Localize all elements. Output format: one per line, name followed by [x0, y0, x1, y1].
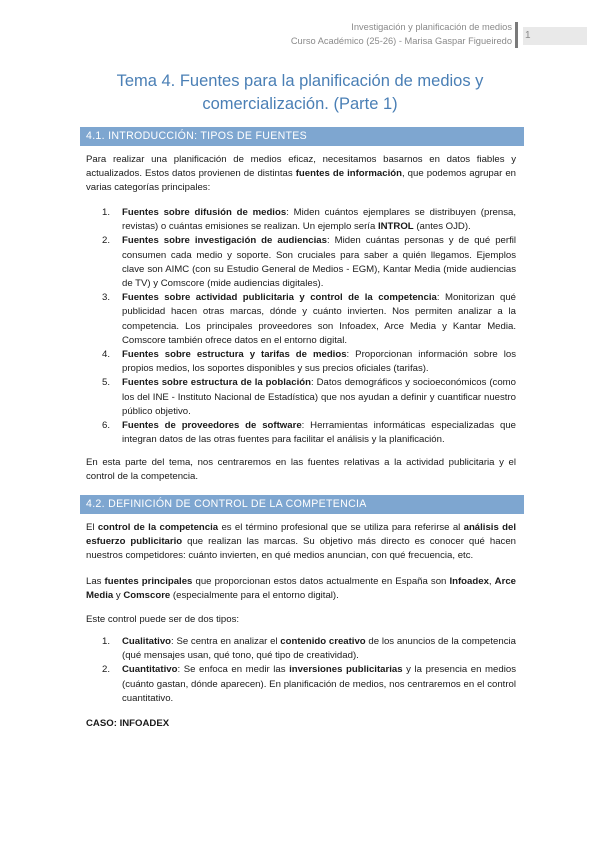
list-item: 2. Cuantitativo: Se enfoca en medir las inversiones publicitarias y la presencia en medios (cuánto gastan, dónde aparecen). En planificación de medios, nos centraremos en el control cuantitativo. [102, 664, 516, 704]
title-line-1: Tema 4. Fuentes para la planificación de medios y [116, 72, 484, 90]
list-item: 3. Fuentes sobre actividad publicitaria y control de la competencia: Monitorizan qué publicidad hacen otras marcas, dónde y cuánto invierten. Nos permiten analizar a la competencia. Los principales proveedores son Infoadex, Arce Media y Kantar Media. Comscore también ofrece datos en el entorno digital. [102, 292, 516, 346]
list-item: 2. Fuentes sobre investigación de audiencias: Miden cuántas personas y de qué perfil consumen cada medio y soporte. Son cruciales para saber a quién llegamos. Ejemplos clave son AIMC (con su Estudio General de Medios - EGM), Kantar Media (mide audiencias de TV) y Comscore (mide audiencias digitales). [102, 235, 516, 290]
header-divider [515, 22, 518, 48]
list-item: 1. Cualitativo: Se centra en analizar el contenido creativo de los anuncios de la competencia (qué mensajes usan, qué tono, qué tipo de creatividad). [102, 636, 516, 662]
page-header [291, 20, 512, 48]
title-line-2: comercialización. (Parte 1) [202, 95, 398, 113]
source-types-list [86, 206, 516, 447]
list-item: 4. Fuentes sobre estructura y tarifas de medios: Proporcionan información sobre los propios medios, los soportes disponibles y sus precios oficiales (tarifas). [102, 349, 516, 375]
control-types-intro: Este control puede ser de dos tipos: [86, 614, 240, 625]
definition-paragraph: El control de la competencia es el término profesional que se utiliza para referirse al análisis del esfuerzo publicitario que realizan las marcas. Su objetivo más directo es conocer qué hacen nuestros competidores: cuánto invierten, en qué medios anuncian, con qué frecuencia, etc. [86, 522, 516, 562]
section-heading-intro: 4.1. INTRODUCCIÓN: TIPOS DE FUENTES [80, 127, 524, 146]
control-types-list [86, 635, 516, 706]
list-item: 6. Fuentes de proveedores de software: Herramientas informáticas especializadas que integran datos de las otras fuentes para facilitar el análisis y la planificación. [102, 420, 516, 446]
case-label: CASO: INFOADEX [86, 718, 170, 729]
header-course-info: Curso Académico (25-26) - Marisa Gaspar Figueiredo [290, 36, 512, 46]
page-number: 1 [523, 27, 587, 45]
section-heading-competition: 4.2. DEFINICIÓN DE CONTROL DE LA COMPETENCIA [80, 495, 524, 514]
header-course-title: Investigación y planificación de medios [351, 22, 512, 32]
list-item: 1. Fuentes sobre difusión de medios: Miden cuántos ejemplares se distribuyen (prensa, revistas) o cuántas emisiones se realizan. Un ejemplo sería INTROL (antes OJD). [102, 207, 517, 233]
closing-paragraph: En esta parte del tema, nos centraremos en las fuentes relativas a la actividad publicitaria y el control de la competencia. [86, 457, 516, 483]
page-title [60, 70, 540, 116]
intro-paragraph: Para realizar una planificación de medios eficaz, necesitamos basarnos en datos fiables y actualizados. Estos datos provienen de distintas fuentes de información, que podemos agrupar en varias categorías principales: [86, 154, 517, 194]
list-item: 5. Fuentes sobre estructura de la población: Datos demográficos y socioeconómicos (como los del INE - Instituto Nacional de Estadística) que nos ayudan a definir y cuantificar nuestro público objetivo. [102, 377, 516, 417]
main-sources-paragraph: Las fuentes principales que proporcionan estos datos actualmente en España son Infoadex, Arce Media y Comscore (especialmente para el entorno digital). [86, 576, 516, 602]
